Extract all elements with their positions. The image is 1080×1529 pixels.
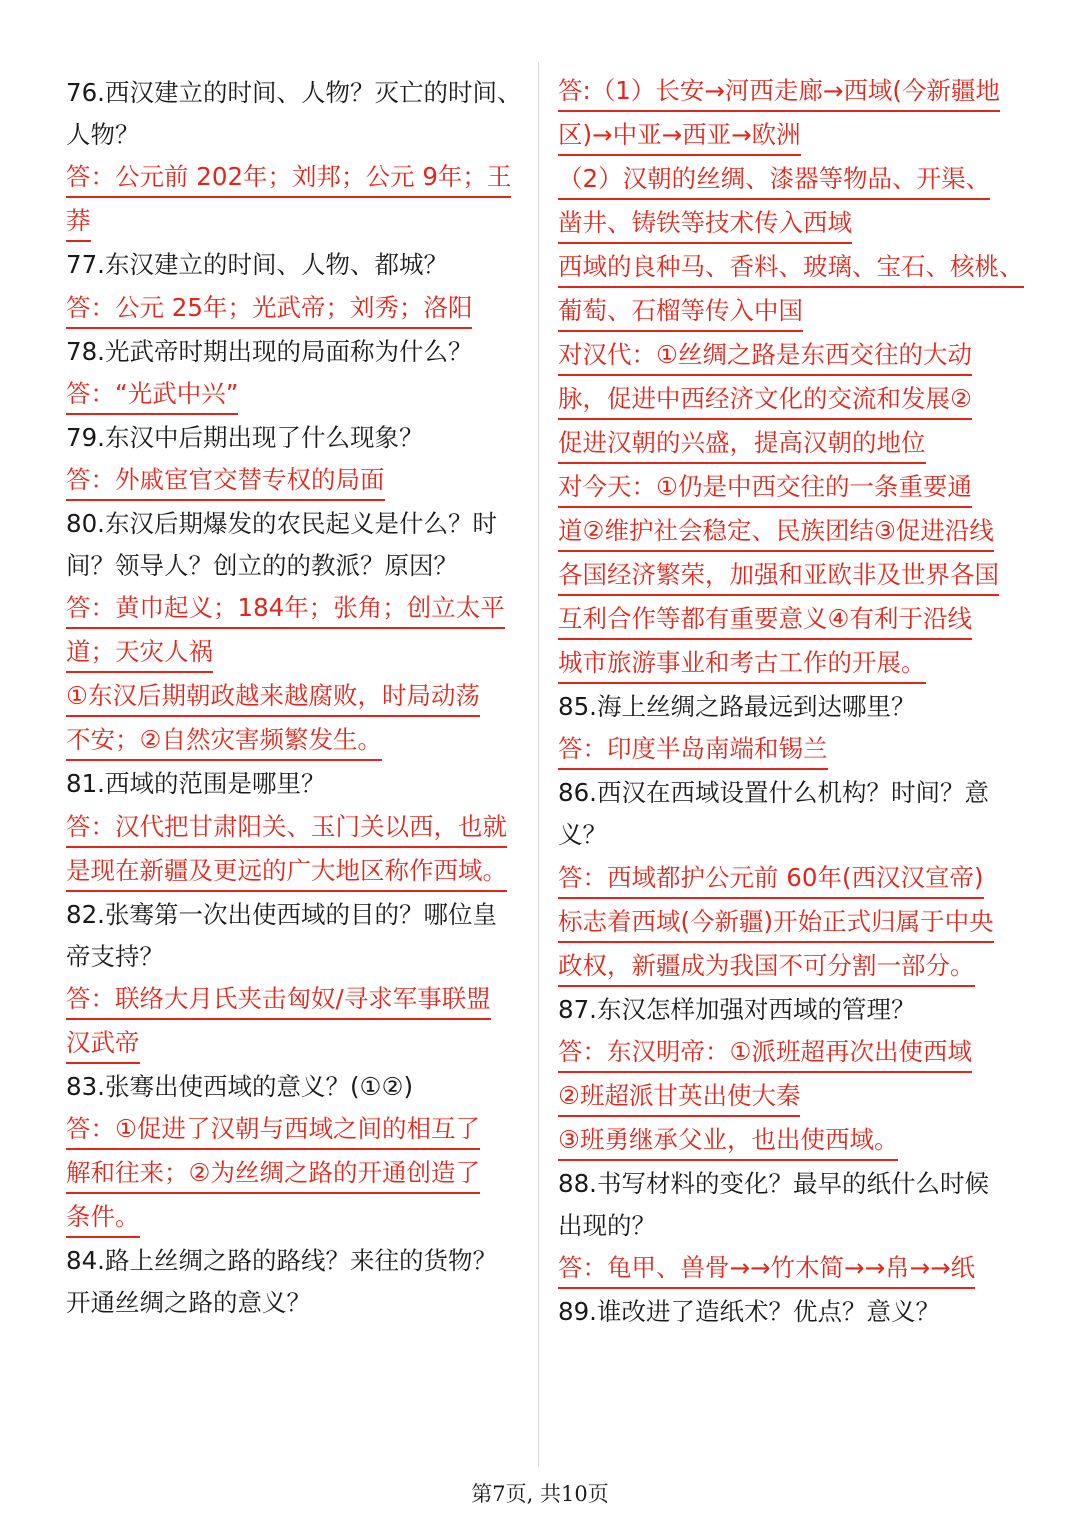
answer-line: 促进汉朝的兴盛，提高汉朝的地位 (558, 422, 926, 464)
answer-line: 道②维护社会稳定、民族团结③促进沿线 (558, 510, 994, 552)
answer-line: 答：黄巾起义；184年；张角；创立太平 (66, 587, 505, 629)
answer-line: 答：①促进了汉朝与西域之间的相互了 (66, 1108, 480, 1150)
question-line: 义？ (558, 820, 607, 850)
answer-line: 凿井、铸铁等技术传入西域 (558, 202, 852, 244)
question-line: 间？领导人？创立的的教派？原因？ (66, 551, 458, 581)
answer-line: 汉武帝 (66, 1022, 140, 1064)
question-line: 80.东汉后期爆发的农民起义是什么？时 (66, 509, 497, 539)
answer-line: 解和往来；②为丝绸之路的开通创造了 (66, 1152, 480, 1194)
answer-line: 答：东汉明帝：①派班超再次出使西域 (558, 1031, 972, 1073)
answer-line: 政权，新疆成为我国不可分割一部分。 (558, 945, 975, 987)
left-column (66, 72, 526, 1325)
answer-line: 城市旅游事业和考古工作的开展。 (558, 642, 926, 684)
question-line: 88.书写材料的变化？最早的纸什么时候 (558, 1168, 989, 1198)
answer-line: 答：印度半岛南端和锡兰 (558, 728, 828, 770)
answer-line: 答：西域都护公元前 60年(西汉汉宣帝) (558, 857, 984, 899)
answer-line: 对今天：①仍是中西交往的一条重要通 (558, 466, 972, 508)
answer-line: 是现在新疆及更远的广大地区称作西域。 (66, 850, 507, 892)
question-line: 帝支持？ (66, 941, 164, 971)
answer-line: 不安；②自然灾害频繁发生。 (66, 719, 382, 761)
right-column (558, 70, 1028, 1333)
question-line: 81.西域的范围是哪里？ (66, 769, 326, 799)
answer-line: ②班超派甘英出使大秦 (558, 1075, 800, 1117)
question-line: 87.东汉怎样加强对西域的管理？ (558, 994, 916, 1024)
answer-line: 葡萄、石榴等传入中国 (558, 290, 803, 332)
answer-line: 区)→中亚→西亚→欧洲 (558, 114, 801, 156)
question-line: 78.光武帝时期出现的局面称为什么？ (66, 336, 473, 366)
question-line: 开通丝绸之路的意义？ (66, 1288, 311, 1318)
answer-line: 答:（1）长安→河西走廊→西域(今新疆地 (558, 70, 1000, 112)
answer-line: 答：汉代把甘肃阳关、玉门关以西，也就 (66, 806, 507, 848)
answer-line: 标志着西域(今新疆)开始正式归属于中央 (558, 901, 994, 943)
answer-line: 对汉代：①丝绸之路是东西交往的大动 (558, 334, 972, 376)
question-line: 76.西汉建立的时间、人物？灭亡的时间、 (66, 78, 522, 107)
answer-line: 答：联络大月氏夹击匈奴/寻求军事联盟 (66, 978, 491, 1020)
answer-line: 答：公元 25年；光武帝；刘秀；洛阳 (66, 287, 472, 329)
question-line: 86.西汉在西域设置什么机构？时间？意 (558, 778, 989, 808)
answer-line: 道；天灾人祸 (66, 631, 213, 673)
answer-line: 答：龟甲、兽骨→→竹木简→→帛→→纸 (558, 1247, 975, 1289)
answer-line: 西域的良种马、香料、玻璃、宝石、核桃、 (558, 246, 1024, 288)
answer-line: 答：外戚宦官交替专权的局面 (66, 459, 385, 501)
answer-line: 各国经济繁荣，加强和亚欧非及世界各国 (558, 554, 999, 596)
answer-line: 答：“光武中兴” (66, 373, 238, 415)
answer-line: 脉，促进中西经济文化的交流和发展② (558, 378, 972, 420)
answer-line: ①东汉后期朝政越来越腐败，时局动荡 (66, 675, 480, 717)
question-line: 82.张骞第一次出使西域的目的？哪位皇 (66, 899, 497, 929)
question-line: 人物？ (66, 120, 140, 150)
question-line: 83.张骞出使西域的意义？(①②) (66, 1072, 414, 1102)
question-line: 出现的？ (558, 1211, 656, 1241)
answer-line: 答：公元前 202年；刘邦；公元 9年；王 (66, 156, 511, 198)
page-footer: 第7页, 共10页 (471, 1482, 609, 1506)
question-line: 85.海上丝绸之路最远到达哪里？ (558, 692, 916, 721)
answer-line: （2）汉朝的丝绸、漆器等物品、开渠、 (558, 158, 990, 200)
question-line: 89.谁改进了造纸术？优点？意义？ (558, 1297, 940, 1327)
question-line: 84.路上丝绸之路的路线？来往的货物？ (66, 1246, 497, 1276)
question-line: 77.东汉建立的时间、人物、都城？ (66, 250, 448, 280)
answer-line: ③班勇继承父业，也出使西域。 (558, 1119, 898, 1161)
answer-line: 条件。 (66, 1196, 140, 1238)
question-line: 79.东汉中后期出现了什么现象？ (66, 422, 424, 452)
answer-line: 互利合作等都有重要意义④有利于沿线 (558, 598, 972, 640)
column-divider (538, 62, 539, 1467)
answer-line: 莽 (66, 200, 91, 242)
